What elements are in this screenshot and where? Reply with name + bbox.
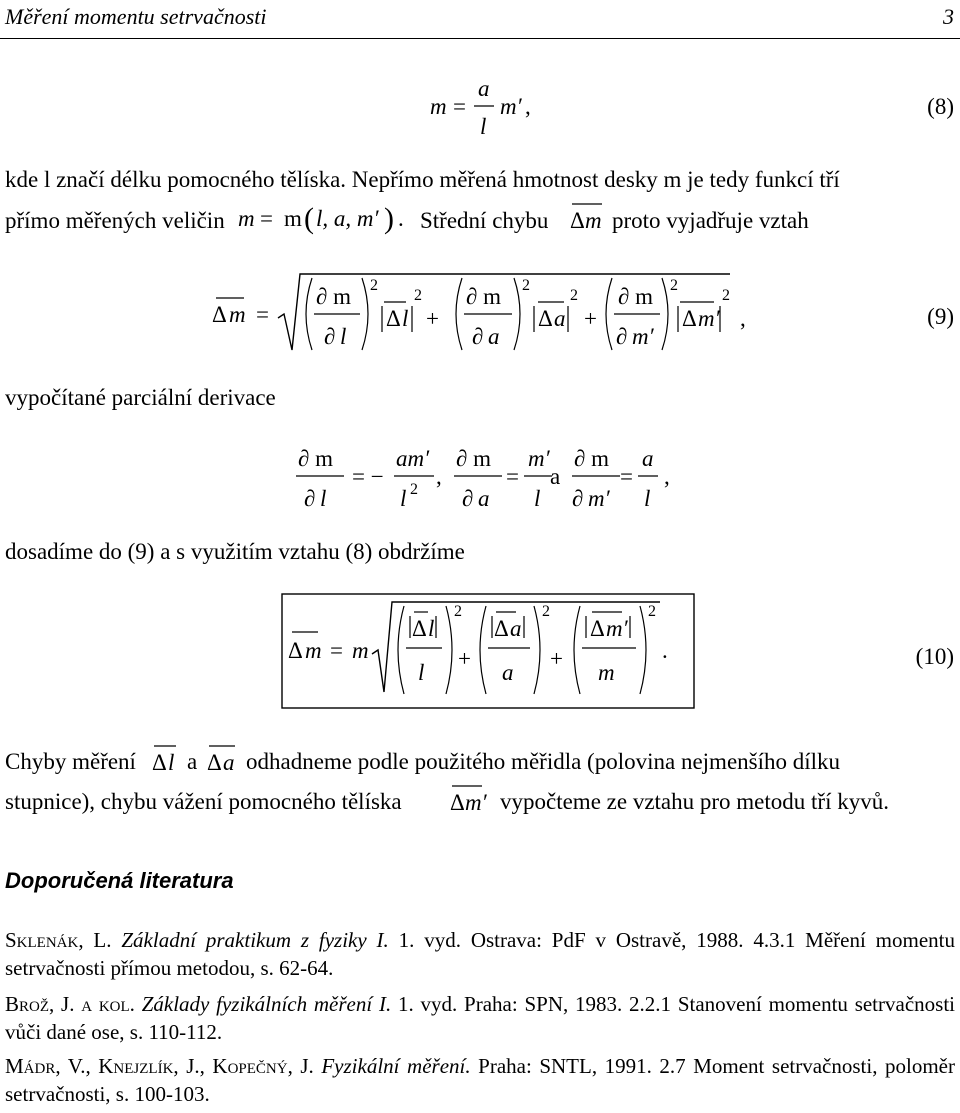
svg-text:2: 2 <box>414 287 422 304</box>
equation-9 <box>200 262 760 362</box>
reference-details: 1. vyd. Ostrava: PdF v Ostravě, 1988. 4.3.1 Měření momentu setrvačnosti přímou metodou, s. 62-64. <box>5 928 955 980</box>
svg-text:∂: ∂ <box>572 486 584 511</box>
svg-text:a: a <box>502 660 514 685</box>
svg-text:a: a <box>554 306 566 331</box>
svg-text:Δ: Δ <box>288 638 303 663</box>
svg-text:+: + <box>426 306 439 331</box>
svg-text:l: l <box>418 660 425 685</box>
svg-text:m: m <box>238 206 255 231</box>
equation-8 <box>420 74 560 144</box>
svg-text:l: l <box>340 324 347 349</box>
svg-text:.: . <box>662 638 668 663</box>
svg-text:m: m <box>430 94 447 119</box>
svg-text:Δ: Δ <box>682 306 697 331</box>
svg-text:l, a, m′: l, a, m′ <box>316 206 379 231</box>
paragraph-line-mid: Střední chybu <box>420 208 549 233</box>
svg-text:Δ: Δ <box>386 306 401 331</box>
svg-text:m: m <box>305 638 322 663</box>
section-heading: Doporučená literatura <box>5 868 234 893</box>
svg-text:m′: m′ <box>632 324 654 349</box>
svg-text:Δ: Δ <box>538 306 553 331</box>
svg-text:l: l <box>480 114 487 139</box>
svg-text:Δ: Δ <box>212 302 227 327</box>
svg-text:=: = <box>453 94 466 119</box>
paragraph-line-end: vypočteme ze vztahu pro metodu tří kyvů. <box>500 789 889 814</box>
svg-text:m: m <box>598 660 615 685</box>
running-header-title: Měření momentu setrvačnosti <box>5 4 267 29</box>
svg-text:=: = <box>256 302 269 327</box>
svg-text:=: = <box>260 206 273 231</box>
reference-item <box>5 1052 955 1108</box>
svg-text:m′: m′ <box>698 306 720 331</box>
svg-text:Δ: Δ <box>412 616 427 641</box>
svg-text:∂: ∂ <box>472 324 484 349</box>
svg-text:,: , <box>436 464 442 489</box>
delta-m-symbol <box>568 196 608 236</box>
delta-m-prime-symbol <box>448 778 496 818</box>
svg-text:l: l <box>400 486 407 511</box>
paragraph-conjunction: a <box>187 749 198 774</box>
svg-text:∂ m: ∂ m <box>618 284 654 309</box>
svg-text:am′: am′ <box>396 446 430 471</box>
equation-number-9: (9) <box>927 304 954 329</box>
svg-text:∂ m: ∂ m <box>574 446 610 471</box>
svg-text:a: a <box>478 486 490 511</box>
reference-title: Základní praktikum z fyziky I. <box>121 928 389 952</box>
svg-text:a: a <box>478 76 490 101</box>
svg-text:l: l <box>168 750 175 775</box>
svg-text:(: ( <box>304 202 314 235</box>
svg-text:.: . <box>398 206 404 231</box>
svg-text:Δ: Δ <box>152 750 167 775</box>
svg-text:=: = <box>620 464 633 489</box>
reference-authors: Sklenák, L. <box>5 928 112 952</box>
header-rule <box>0 38 960 39</box>
svg-text:2: 2 <box>648 603 656 620</box>
svg-text:∂: ∂ <box>304 486 316 511</box>
reference-title: Fyzikální měření. <box>321 1054 471 1078</box>
svg-text:,: , <box>664 464 670 489</box>
svg-text:,: , <box>525 94 531 119</box>
paragraph-line-start: přímo měřených veličin <box>5 208 225 233</box>
equation-number-8: (8) <box>927 94 954 119</box>
partial-derivatives <box>296 436 696 516</box>
svg-text:l: l <box>402 306 409 331</box>
svg-text:∂ m: ∂ m <box>316 284 352 309</box>
svg-text:): ) <box>384 202 394 235</box>
label-substitute: dosadíme do (9) a s využitím vztahu (8) obdržíme <box>5 539 465 564</box>
reference-details: 1. vyd. Praha: SPN, 1983. 2.2.1 Stanovení momentu setrvačnosti vůči dané ose, s. 110-112. <box>5 992 955 1044</box>
reference-details: Praha: SNTL, 1991. 2.7 Moment setrvačnosti, poloměr setrvačnosti, s. 100-103. <box>5 1054 955 1106</box>
svg-text:Δ: Δ <box>590 616 605 641</box>
svg-text:=: = <box>506 464 519 489</box>
reference-authors: Mádr, V., Knejzlík, J., Kopečný, J. <box>5 1054 314 1078</box>
delta-l-symbol <box>150 738 182 778</box>
function-notation <box>236 198 416 238</box>
svg-text:= −: = − <box>352 464 384 489</box>
svg-text:∂: ∂ <box>324 324 336 349</box>
svg-text:Δ: Δ <box>494 616 509 641</box>
paragraph-line-start: stupnice), chybu vážení pomocného tělíska <box>5 789 402 814</box>
svg-text:2: 2 <box>370 277 378 294</box>
reference-authors: Brož, J. a kol. <box>5 992 135 1016</box>
svg-text:Δ: Δ <box>450 790 465 815</box>
delta-a-symbol <box>205 738 241 778</box>
svg-text:a: a <box>488 324 500 349</box>
svg-text:m: m <box>229 302 246 327</box>
svg-text:Δ: Δ <box>570 208 585 233</box>
svg-text:a: a <box>510 616 522 641</box>
svg-text:2: 2 <box>410 481 418 498</box>
svg-text:l: l <box>644 486 651 511</box>
svg-text:+: + <box>550 646 563 671</box>
svg-text:m′: m′ <box>500 94 522 119</box>
svg-text:a: a <box>550 464 561 489</box>
reference-item <box>5 990 955 1046</box>
svg-text:∂ m: ∂ m <box>456 446 492 471</box>
svg-text:∂ m: ∂ m <box>466 284 502 309</box>
reference-title: Základy fyzikálních měření I. <box>141 992 392 1016</box>
svg-text:a: a <box>223 750 235 775</box>
svg-text:+: + <box>458 646 471 671</box>
svg-text:2: 2 <box>670 277 678 294</box>
svg-text:2: 2 <box>542 603 550 620</box>
svg-text:l: l <box>428 616 435 641</box>
svg-text:2: 2 <box>722 287 730 304</box>
equation-number-10: (10) <box>915 644 954 669</box>
svg-text:m′: m′ <box>606 616 628 641</box>
svg-text:∂: ∂ <box>616 324 628 349</box>
svg-text:∂ m: ∂ m <box>298 446 334 471</box>
svg-text:a: a <box>642 446 654 471</box>
reference-item <box>5 926 955 982</box>
svg-text:m′: m′ <box>588 486 610 511</box>
svg-text:Δ: Δ <box>207 750 222 775</box>
svg-text:2: 2 <box>570 287 578 304</box>
equation-10-box <box>280 592 700 712</box>
svg-text:2: 2 <box>522 277 530 294</box>
svg-text:m: m <box>585 208 602 233</box>
svg-text:m′: m′ <box>528 446 550 471</box>
svg-text:∂: ∂ <box>462 486 474 511</box>
svg-text:+: + <box>584 306 597 331</box>
paragraph-line: kde l značí délku pomocného tělíska. Nepřímo měřená hmotnost desky m je tedy funkcí tří <box>5 167 840 192</box>
paragraph-line-start: Chyby měření <box>5 749 136 774</box>
svg-text:=: = <box>330 638 343 663</box>
svg-text:l: l <box>534 486 541 511</box>
svg-text:m: m <box>284 206 302 231</box>
svg-text:2: 2 <box>454 603 462 620</box>
label-partial-derivatives: vypočítané parciální derivace <box>5 385 276 410</box>
paragraph-line-end: proto vyjadřuje vztah <box>612 208 809 233</box>
svg-text:m′: m′ <box>465 790 487 815</box>
svg-text:,: , <box>740 306 746 331</box>
paragraph-line-end: odhadneme podle použitého měřidla (polovina nejmenšího dílku <box>246 749 841 774</box>
page-number: 3 <box>943 4 954 29</box>
svg-text:m: m <box>352 638 369 663</box>
svg-text:l: l <box>320 486 327 511</box>
